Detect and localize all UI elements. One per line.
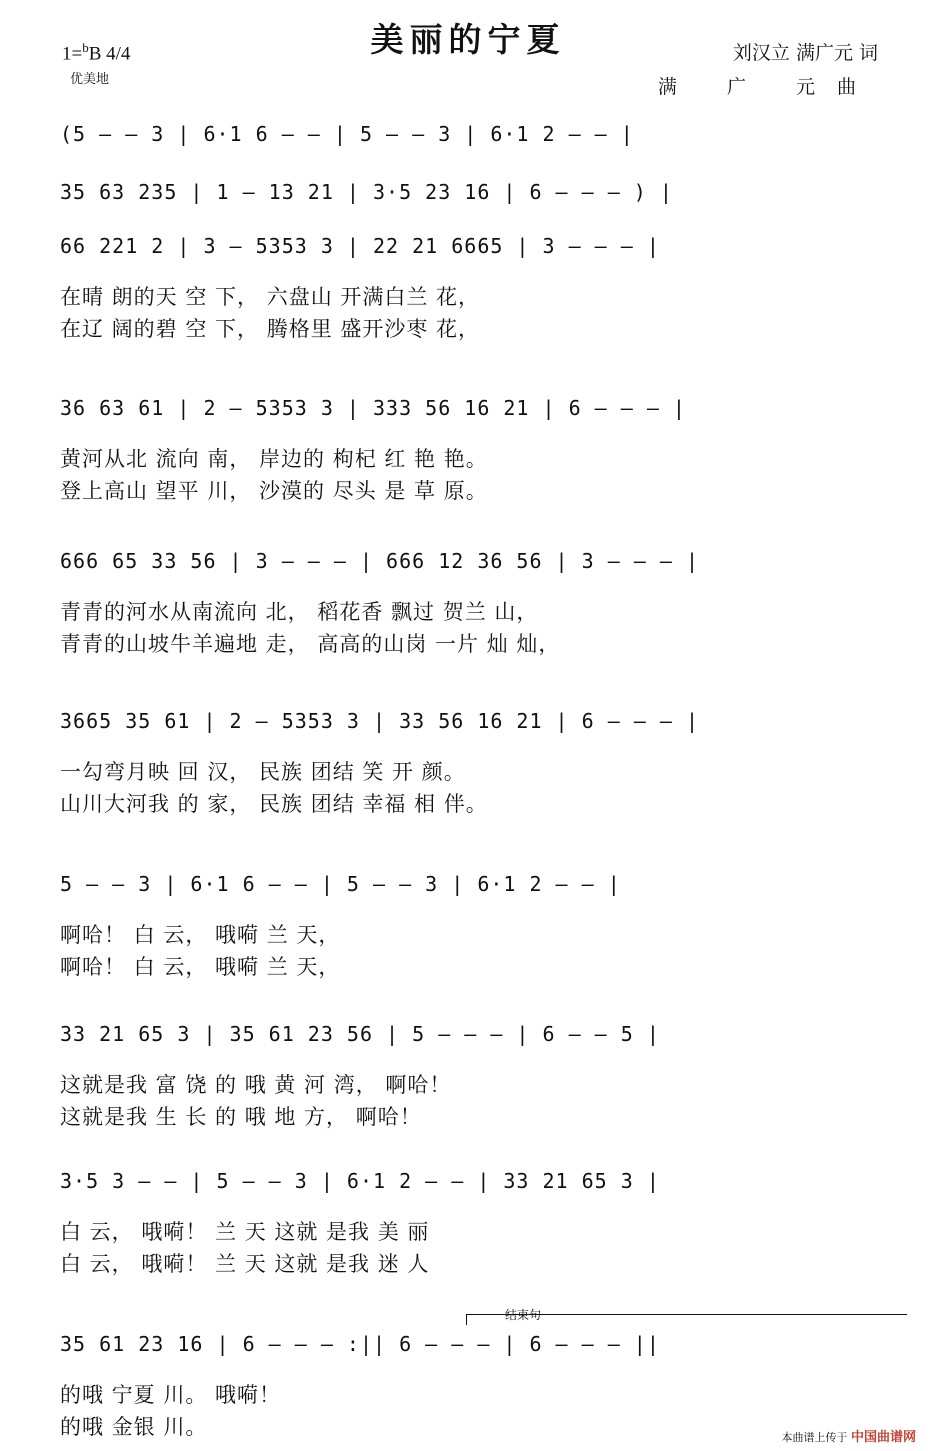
lyric-line: 的哦 宁夏 川。 哦嗬！ xyxy=(60,1383,282,1407)
footer-text: 本曲谱上传于 xyxy=(781,1431,848,1444)
key-flat: b xyxy=(82,40,89,55)
notation-line: 35 61 23 16 | 6 — — — :|| 6 — — — | 6 — — — || xyxy=(60,1332,660,1356)
tempo-marking: 优美地 xyxy=(70,72,110,87)
notation-line: 3·5 3 — — | 5 — — 3 | 6·1 2 — — | 33 21 65 3 | xyxy=(60,1169,660,1193)
lyric-line: 这就是我 富 饶 的 哦 黄 河 湾， 啊哈！ xyxy=(60,1073,452,1097)
lyric-line: 一勾弯月映 回 汉， 民族 团结 笑 开 颜。 xyxy=(60,760,466,784)
lyric-line: 在辽 阔的碧 空 下， 腾格里 盛开沙枣 花， xyxy=(60,317,481,341)
lyric-line: 白 云， 哦嗬！ 兰 天 这就 是我 美 丽 xyxy=(60,1220,430,1244)
ending-bracket xyxy=(466,1314,907,1325)
lyricist-credit: 刘汉立 满广元 词 xyxy=(732,42,878,64)
lyric-line: 啊哈！ 白 云， 哦嗬 兰 天， xyxy=(60,923,341,947)
notation-line: (5 — — 3 | 6·1 6 — — | 5 — — 3 | 6·1 2 — — | xyxy=(60,122,634,146)
composer-credit: 满 广 元曲 xyxy=(657,76,878,98)
notation-line: 33 21 65 3 | 35 61 23 56 | 5 — — — | 6 — — 5 | xyxy=(60,1022,660,1046)
site-logo: 中国曲谱网 xyxy=(850,1430,916,1445)
notation-line: 36 63 61 | 2 — 5353 3 | 333 56 16 21 | 6 — — — | xyxy=(60,396,686,420)
lyric-line: 青青的河水从南流向 北， 稻花香 飘过 贺兰 山， xyxy=(60,600,539,624)
notation-line: 35 63 235 | 1 — 13 21 | 3·5 23 16 | 6 — — — ) | xyxy=(60,180,673,204)
key-signature xyxy=(62,40,130,65)
lyric-line: 这就是我 生 长 的 哦 地 方， 啊哈！ xyxy=(60,1105,422,1129)
lyric-line: 登上高山 望平 川， 沙漠的 尽头 是 草 原。 xyxy=(60,479,488,503)
song-title: 美丽的宁夏 xyxy=(370,20,566,59)
lyric-line: 啊哈！ 白 云， 哦嗬 兰 天， xyxy=(60,955,341,979)
notation-line: 66 221 2 | 3 — 5353 3 | 22 21 6665 | 3 — — — | xyxy=(60,234,660,258)
lyric-line: 在晴 朗的天 空 下， 六盘山 开满白兰 花， xyxy=(60,285,481,309)
key-prefix: 1= xyxy=(62,43,83,65)
lyric-line: 山川大河我 的 家， 民族 团结 幸福 相 伴。 xyxy=(60,792,488,816)
notation-line: 666 65 33 56 | 3 — — — | 666 12 36 56 | 3 — — — | xyxy=(60,549,700,573)
key-tail: B 4/4 xyxy=(88,43,131,65)
footer xyxy=(781,1426,916,1445)
notation-line: 5 — — 3 | 6·1 6 — — | 5 — — 3 | 6·1 2 — — | xyxy=(60,872,621,896)
lyric-line: 的哦 金银 川。 xyxy=(60,1415,208,1439)
notation-line: 3665 35 61 | 2 — 5353 3 | 33 56 16 21 | 6 — — — | xyxy=(60,709,700,733)
ending-label: 结束句 xyxy=(505,1308,542,1322)
lyric-line: 黄河从北 流向 南， 岸边的 枸杞 红 艳 艳。 xyxy=(60,447,488,471)
lyric-line: 青青的山坡牛羊遍地 走， 高高的山岗 一片 灿 灿， xyxy=(60,632,561,656)
lyric-line: 白 云， 哦嗬！ 兰 天 这就 是我 迷 人 xyxy=(60,1252,430,1276)
